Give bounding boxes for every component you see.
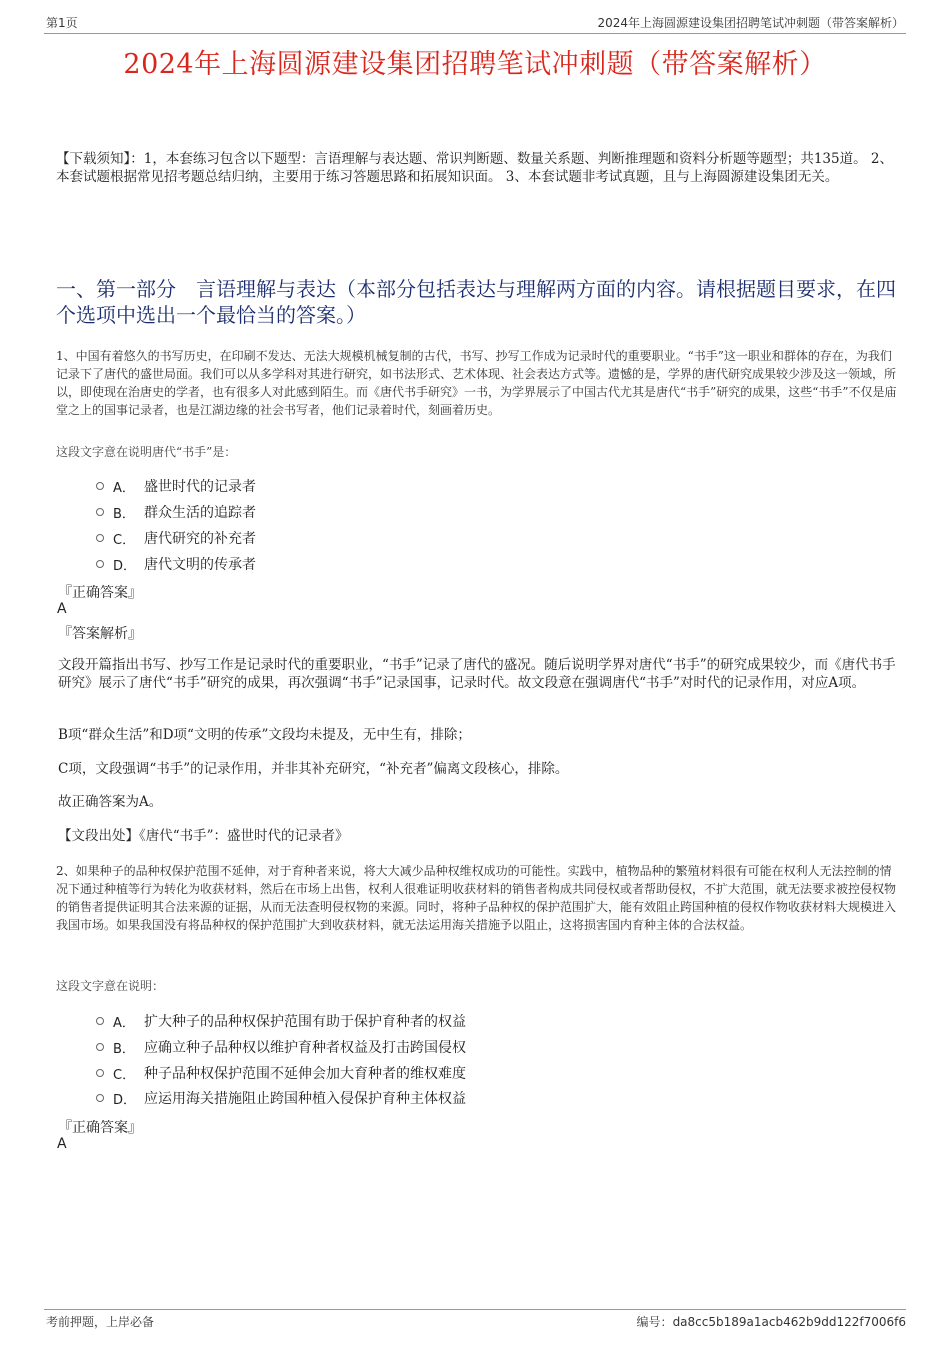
option-text: 应确立种子品种权以维护育种者权益及打击跨国侵权 [144,1040,466,1056]
option-text: 唐代研究的补充者 [144,531,256,547]
question-2-passage: 2、如果种子的品种权保护范围不延伸，对于育种者来说，将大大减少品种权维权成功的可能性。实践中，植物品种的繁殖材料很有可能在权利人无法控制的情况下通过种植等行为转化为收获材料，然后在市场上出售，权利人很难证明收获材料的销售者构成共同侵权或者帮助侵权，不扩大范围，就无法要求被控侵权物的销售者提供证明其合法来源的证据，从而无法查明侵权物的来源。同时，将种子品种权的保护范围扩大，能有效阻止跨国种植的侵权作物收获材料大规模进入我国市场。如果我国没有将品种权的保护范围扩大到收获材料，就无法运用海关措施予以阻止，这将损害国内育种主体的合法权益。 [56,864,897,932]
question-1-option-b[interactable] [96,502,256,522]
download-notice: 【下载须知】：1，本套练习包含以下题型：言语理解与表达题、常识判断题、数量关系题、判断推理题和资料分析题等题型；共135道。 2、本套试题根据常见招考题总结归纳，主要用于练习答题思路和拓展知识面。 3、本套试题非考试真题，且与上海圆源建设集团无关。 [56,151,893,185]
question-1-option-c[interactable] [96,528,256,548]
document-title: 2024年上海圆源建设集团招聘笔试冲刺题（带答案解析） [123,49,827,80]
question-1-answer: A [57,601,67,617]
section-heading: 一、第一部分 言语理解与表达（本部分包括表达与理解两方面的内容。请根据题目要求，在四个选项中选出一个最恰当的答案。） [56,277,896,327]
question-1-analysis-conclusion: 故正确答案为A。 [58,794,163,810]
question-1-analysis-c: C项，文段强调“书手”的记录作用，并非其补充研究，“补充者”偏离文段核心，排除。 [58,761,569,777]
question-1-analysis-label: 『答案解析』 [58,626,142,642]
option-text: 盛世时代的记录者 [144,479,256,495]
question-1-passage: 1、中国有着悠久的书写历史，在印刷不发达、无法大规模机械复制的古代，书写、抄写工作成为记录时代的重要职业。“书手”这一职业和群体的存在，为我们记录下了唐代的盛世局面。我们可以从多学科对其进行研究，如书法形式、艺术体现、社会表达方式等。遗憾的是，学界的唐代研究成果较少涉及这一领域，所以，即使现在治唐史的学者，也有很多人对此感到陌生。而《唐代书手研究》一书，为学界展示了中国古代尤其是唐代“书手”研究的成果，这些“书手”不仅是庙堂之上的国事记录者，也是江湖边缘的社会书写者，他们记录着时代，刻画着历史。 [56,349,897,417]
question-2-answer-label: 『正确答案』 [58,1120,142,1136]
question-2-prompt: 这段文字意在说明： [56,979,165,993]
radio-icon[interactable] [96,482,104,490]
footer-code-label: 编号： [636,1315,673,1329]
header-divider [44,33,906,34]
option-letter: C． [113,1067,136,1083]
question-1-option-a[interactable] [96,476,256,496]
option-letter: A． [113,480,135,496]
question-1-analysis-bd: B项“群众生活”和D项“文明的传承”文段均未提及，无中生有，排除； [58,727,471,743]
question-1-prompt: 这段文字意在说明唐代“书手”是： [56,445,237,459]
option-text: 种子品种权保护范围不延伸会加大育种者的维权难度 [144,1066,466,1082]
question-1-answer-label: 『正确答案』 [58,585,142,601]
header-title: 2024年上海圆源建设集团招聘笔试冲刺题（带答案解析） [597,16,904,30]
question-2-option-c[interactable] [96,1063,466,1083]
footer-code-value: da8cc5b189a1acb462b9dd122f7006f6 [672,1315,906,1329]
question-2-option-d[interactable] [96,1088,466,1108]
radio-icon[interactable] [96,1017,104,1025]
option-text: 群众生活的追踪者 [144,505,256,521]
page-number: 第1页 [46,16,78,30]
option-letter: C． [113,532,136,548]
option-text: 唐代文明的传承者 [144,557,256,573]
question-1-analysis-main: 文段开篇指出书写、抄写工作是记录时代的重要职业，“书手”记录了唐代的盛况。随后说明学界对唐代“书手”的研究成果较少，而《唐代书手研究》展示了唐代“书手”研究的成果，再次强调“书手”记录国事，记录时代。故文段意在强调唐代“书手”对时代的记录作用，对应A项。 [58,657,896,691]
question-2-option-a[interactable] [96,1011,466,1031]
option-letter: D． [113,1092,137,1108]
radio-icon[interactable] [96,1069,104,1077]
footer-slogan: 考前押题，上岸必备 [46,1315,155,1329]
option-text: 扩大种子的品种权保护范围有助于保护育种者的权益 [144,1014,466,1030]
option-letter: B． [113,506,135,522]
option-text: 应运用海关措施阻止跨国种植入侵保护育种主体权益 [144,1091,466,1107]
radio-icon[interactable] [96,534,104,542]
radio-icon[interactable] [96,1043,104,1051]
question-2-answer: A [57,1136,67,1152]
option-letter: D． [113,558,137,574]
radio-icon[interactable] [96,508,104,516]
radio-icon[interactable] [96,560,104,568]
option-letter: A． [113,1015,135,1031]
footer-divider [44,1309,906,1310]
footer-code [637,1313,906,1330]
question-1-source: 【文段出处】《唐代“书手”：盛世时代的记录者》 [58,828,349,844]
question-1-option-d[interactable] [96,554,256,574]
option-letter: B． [113,1041,135,1057]
radio-icon[interactable] [96,1094,104,1102]
question-2-option-b[interactable] [96,1037,466,1057]
